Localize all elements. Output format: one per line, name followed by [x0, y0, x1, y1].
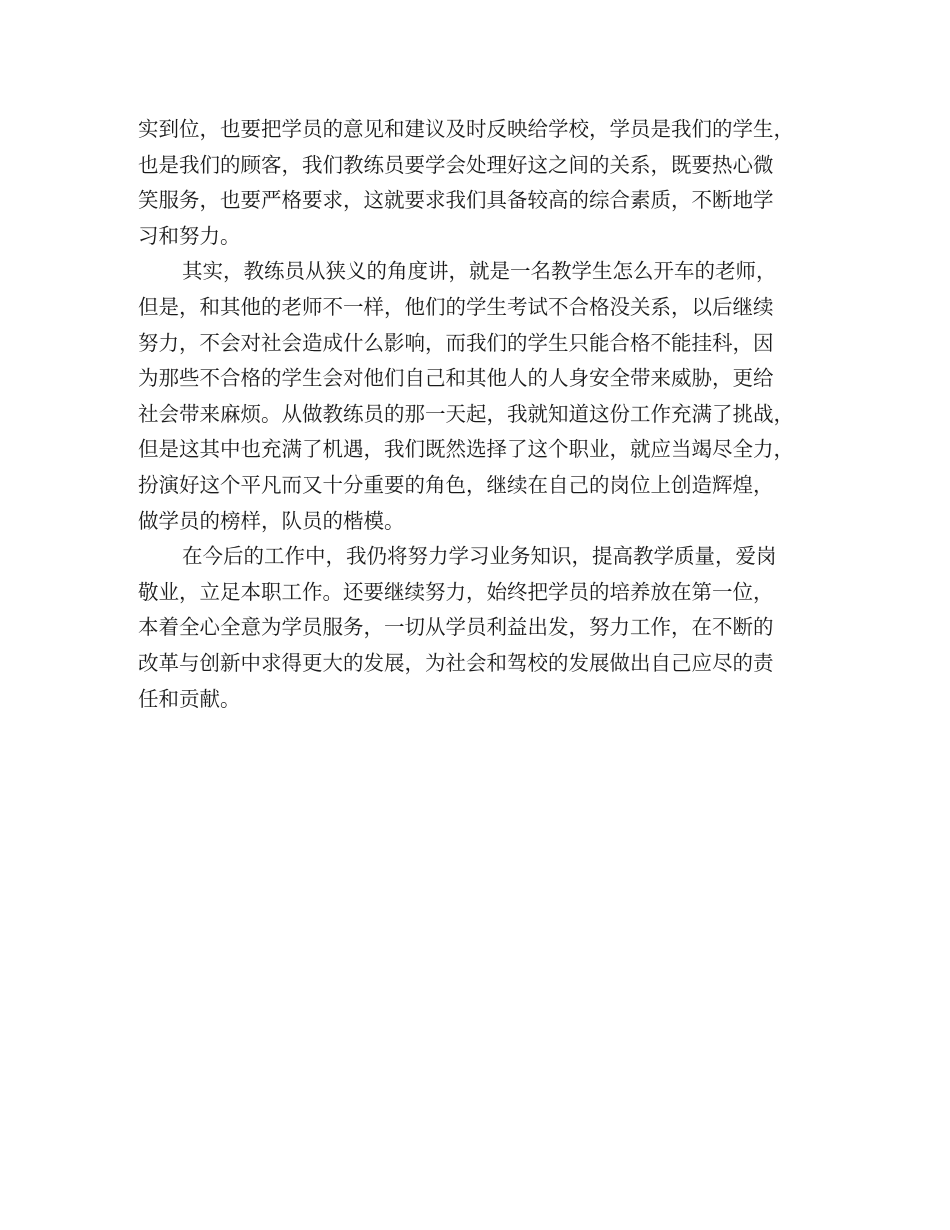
text-line: 努力，不会对社会造成什么影响，而我们的学生只能合格不能挂科，因 — [138, 330, 774, 355]
text-line: 习和努力。 — [138, 223, 241, 248]
text-line: 社会带来麻烦。从做教练员的那一天起，我就知道这份工作充满了挑战， — [138, 401, 794, 426]
text-line: 扮演好这个平凡而又十分重要的角色，继续在自己的岗位上创造辉煌， — [138, 472, 774, 497]
paragraph-3 — [138, 539, 830, 717]
text-line: 做学员的榜样，队员的楷模。 — [138, 508, 405, 533]
text-line: 本着全心全意为学员服务，一切从学员利益出发，努力工作，在不断的 — [138, 615, 774, 640]
text-line: 任和贡献。 — [138, 686, 241, 711]
text-line: 改革与创新中求得更大的发展，为社会和驾校的发展做出自己应尽的责 — [138, 650, 774, 675]
text-line: 实到位，也要把学员的意见和建议及时反映给学校，学员是我们的学生， — [138, 117, 794, 141]
text-line: 在今后的工作中，我仍将努力学习业务知识，提高教学质量，爱岗 — [182, 544, 777, 569]
text-line: 其实，教练员从狭义的角度讲，就是一名教学生怎么开车的老师， — [182, 259, 777, 284]
text-line: 敬业，立足本职工作。还要继续努力，始终把学员的培养放在第一位， — [138, 579, 774, 604]
text-line: 为那些不合格的学生会对他们自己和其他人的人身安全带来威胁，更给 — [138, 366, 774, 391]
text-line: 但是，和其他的老师不一样，他们的学生考试不合格没关系，以后继续 — [138, 294, 774, 319]
document-body — [138, 112, 830, 717]
text-line: 也是我们的顾客，我们教练员要学会处理好这之间的关系，既要热心微 — [138, 152, 774, 177]
text-line: 但是这其中也充满了机遇，我们既然选择了这个职业，就应当竭尽全力， — [138, 437, 794, 462]
text-line: 笑服务，也要严格要求，这就要求我们具备较高的综合素质，不断地学 — [138, 188, 774, 213]
paragraph-2 — [138, 254, 830, 539]
paragraph-1 — [138, 112, 830, 254]
